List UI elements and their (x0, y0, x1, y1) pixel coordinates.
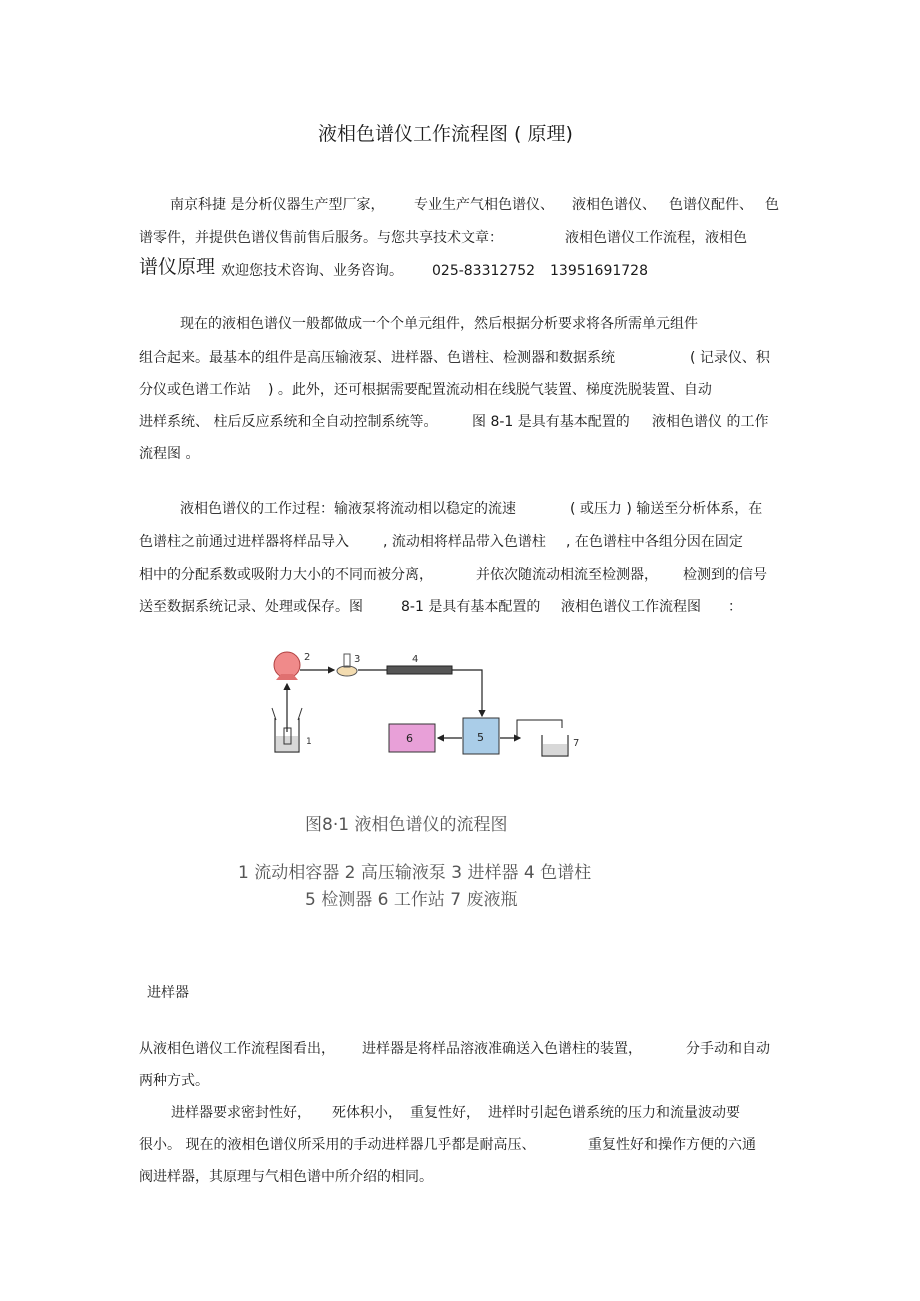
intro-text: 南京科捷 是分析仪器生产型厂家， (170, 197, 385, 213)
paragraph-text: 图 8-1 是具有基本配置的 (472, 414, 630, 430)
figure-legend: 5 检测器 6 工作站 7 废液瓶 (305, 890, 518, 910)
intro-big-text: 谱仪原理 (139, 256, 216, 278)
intro-text: 色谱仪配件、 (669, 197, 753, 213)
contact-text: 欢迎您技术咨询、业务咨询。 (221, 263, 403, 279)
paragraph-text: 很小。 现在的液相色谱仪所采用的手动进样器几乎都是耐高压、 (139, 1137, 536, 1153)
paragraph-text: 液相色谱仪的工作过程：输液泵将流动相以稳定的流速 (180, 501, 516, 517)
paragraph-text: 液相色谱仪工作流程图 (561, 599, 701, 615)
paragraph-text: 组合起来。最基本的组件是高压输液泵、进样器、色谱柱、检测器和数据系统 (139, 350, 615, 366)
paragraph-text: ： (728, 599, 742, 615)
intro-text: 液相色谱仪、 (572, 197, 656, 213)
paragraph-text: ) 。此外，还可根据需要配置流动相在线脱气装置、梯度洗脱装置、自动 (268, 382, 712, 398)
diagram-label: 5 (477, 731, 484, 744)
paragraph-text: 液相色谱仪 的工作 (652, 414, 769, 430)
phone-number: 13951691728 (550, 263, 648, 279)
paragraph-text: , 在色谱柱中各组分因在固定 (566, 534, 743, 550)
diagram-label: 1 (306, 737, 312, 747)
page-title: 液相色谱仪工作流程图 ( 原理) (318, 123, 573, 145)
chromatography-column (387, 666, 452, 674)
paragraph-text: 分仪或色谱工作站 (139, 382, 251, 398)
phone-number: 025-83312752 (432, 263, 536, 279)
paragraph-text: 现在的液相色谱仪一般都做成一个个单元组件，然后根据分析要求将各所需单元组件 (180, 316, 698, 332)
paragraph-text: 并依次随流动相流至检测器， (476, 567, 658, 583)
paragraph-text: 进样时引起色谱系统的压力和流量波动要 (488, 1105, 740, 1121)
diagram-label: 2 (304, 652, 311, 663)
figure-caption: 图8·1 液相色谱仪的流程图 (305, 815, 508, 835)
paragraph-text: , 流动相将样品带入色谱柱 (383, 534, 546, 550)
waste-bottle (542, 735, 568, 756)
paragraph-text: 检测到的信号 (683, 567, 767, 583)
intro-text: 色 (765, 197, 779, 213)
flow-line (452, 670, 482, 716)
paragraph-text: 阀进样器，其原理与气相色谱中所介绍的相同。 (139, 1169, 433, 1185)
paragraph-text: 重复性好和操作方便的六通 (588, 1137, 756, 1153)
flow-line (517, 720, 562, 736)
intro-text: 专业生产气相色谱仪、 (414, 197, 554, 213)
figure-legend: 1 流动相容器 2 高压输液泵 3 进样器 4 色谱柱 (238, 863, 592, 883)
diagram-label: 6 (406, 732, 413, 745)
section-heading: 进样器 (147, 985, 189, 1001)
diagram-label: 4 (412, 654, 419, 665)
paragraph-text: 流程图 。 (139, 446, 200, 462)
paragraph-text: 从液相色谱仪工作流程图看出， (139, 1041, 335, 1057)
paragraph-text: 8-1 是具有基本配置的 (401, 599, 541, 615)
paragraph-text: 两种方式。 (139, 1073, 209, 1089)
paragraph-text: 重复性好， (410, 1105, 480, 1121)
paragraph-text: 分手动和自动 (686, 1041, 770, 1057)
paragraph-text: 死体积小， (332, 1105, 402, 1121)
intro-text: 谱零件，并提供色谱仪售前售后服务。与您共享技术文章： (139, 230, 503, 246)
paragraph-text: 送至数据系统记录、处理或保存。图 (139, 599, 363, 615)
diagram-label: 3 (354, 654, 361, 665)
paragraph-text: ( 或压力 ) 输送至分析体系，在 (570, 501, 763, 517)
paragraph-text: 相中的分配系数或吸附力大小的不同而被分离， (139, 567, 433, 583)
paragraph-text: 色谱柱之前通过进样器将样品导入 (139, 534, 349, 550)
paragraph-text: 进样系统、 柱后反应系统和全自动控制系统等。 (139, 414, 438, 430)
high-pressure-pump (274, 652, 300, 680)
paragraph-text: 进样器是将样品溶液准确送入色谱柱的装置， (362, 1041, 642, 1057)
hplc-flow-diagram (262, 640, 592, 770)
intro-text: 液相色谱仪工作流程，液相色 (565, 230, 747, 246)
paragraph-text: 进样器要求密封性好， (171, 1105, 311, 1121)
diagram-label: 7 (573, 738, 580, 749)
paragraph-text: ( 记录仪、积 (690, 350, 770, 366)
